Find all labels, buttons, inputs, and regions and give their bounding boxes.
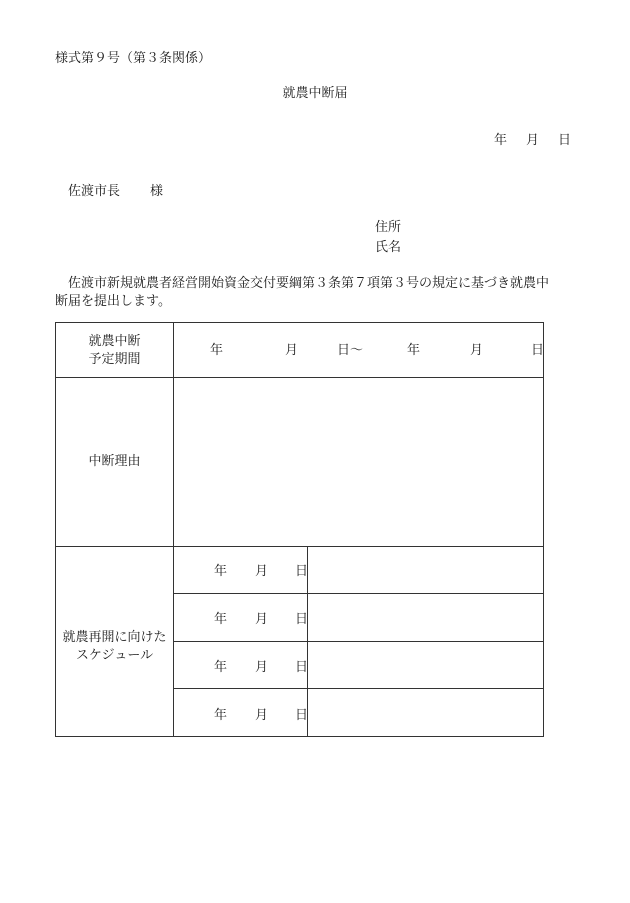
schedule-row-4-content[interactable] — [308, 689, 543, 736]
end-year-label: 年 — [407, 343, 421, 358]
body-text: 佐渡市新規就農者経営開始資金交付要綱第３条第７項第３号の規定に基づき就農中断届を提出します。 — [55, 276, 550, 309]
schedule-row-3-month: 月 — [255, 660, 269, 675]
period-label — [56, 333, 173, 369]
form-table — [55, 322, 544, 737]
schedule-row-1-year: 年 — [214, 564, 228, 579]
date-year-label: 年 — [494, 133, 508, 148]
period-label-line1: 就農中断 — [88, 334, 141, 349]
addressee-honorific: 様 — [150, 184, 164, 199]
address-label: 住所 — [375, 220, 402, 235]
name-label: 氏名 — [375, 240, 402, 255]
start-year-label: 年 — [210, 343, 224, 358]
schedule-row-3-year: 年 — [214, 660, 228, 675]
schedule-row-2-month: 月 — [255, 612, 269, 627]
form-number: 様式第９号（第３条関係） — [55, 51, 212, 66]
page-title: 就農中断届 — [282, 86, 348, 101]
schedule-row-1-month: 月 — [255, 564, 269, 579]
schedule-row-4-day: 日 — [295, 708, 309, 723]
schedule-label-line1: 就農再開に向けた — [62, 630, 167, 645]
addressee — [68, 184, 163, 200]
reason-label: 中断理由 — [88, 454, 141, 469]
period-label-line2: 予定期間 — [88, 352, 141, 367]
schedule-row-1-day: 日 — [295, 564, 309, 579]
start-day-label: 日～ — [337, 343, 364, 358]
schedule-row-2-content[interactable] — [308, 594, 543, 641]
schedule-row-4-year: 年 — [214, 708, 228, 723]
schedule-label — [56, 629, 173, 665]
schedule-row-3-content[interactable] — [308, 642, 543, 688]
schedule-row-1-content[interactable] — [308, 547, 543, 593]
end-day-label: 日 — [531, 343, 545, 358]
schedule-row-4-month: 月 — [255, 708, 269, 723]
schedule-row-2-day: 日 — [295, 612, 309, 627]
schedule-label-line2: スケジュール — [75, 648, 154, 663]
date-month-label: 月 — [526, 133, 540, 148]
submission-date — [494, 133, 571, 149]
start-month-label: 月 — [285, 343, 299, 358]
addressee-name: 佐渡市長 — [68, 184, 121, 199]
schedule-row-2-year: 年 — [214, 612, 228, 627]
schedule-row-3-day: 日 — [295, 660, 309, 675]
end-month-label: 月 — [470, 343, 484, 358]
reason-input-area[interactable] — [174, 378, 543, 545]
date-day-label: 日 — [558, 133, 572, 148]
